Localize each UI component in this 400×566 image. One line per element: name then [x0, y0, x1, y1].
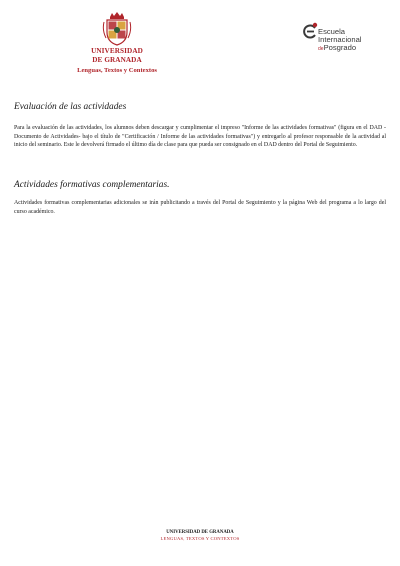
- school-name-word: Posgrado: [323, 43, 357, 53]
- university-name-line2: DE GRANADA: [92, 56, 142, 64]
- school-mark-icon: [302, 22, 318, 40]
- section-title-evaluation: Evaluación de las actividades: [14, 102, 127, 112]
- school-name-line3: [318, 44, 361, 53]
- school-name-line1: Escuela: [318, 27, 346, 36]
- university-name-line1: UNIVERSIDAD: [91, 47, 143, 55]
- program-subtitle: Lenguas, Textos y Contextos: [77, 67, 157, 74]
- footer-program: LENGUAS, TEXTOS Y CONTEXTOS: [160, 536, 240, 541]
- footer-university: UNIVERSIDAD DE GRANADA: [166, 530, 234, 535]
- section-body-complementary: Actividades formativas complementarias adicionales se irán publicitando a través del Portal de Seguimiento y la página Web del programa a lo largo del curso académico.: [14, 200, 386, 215]
- crest-icon: [102, 12, 132, 46]
- school-logo: [302, 22, 392, 62]
- school-name: [318, 28, 361, 54]
- school-name-prefix: de: [318, 46, 324, 53]
- section-body-evaluation: Para la evaluación de las actividades, los alumnos deben descargar y cumplimentar el impreso "Informe de las actividades formativas" (figura en el DAD -Documento de Actividades- bajo el título de "Certificación / Informe de las actividades formativas") y entregarlo al profesor responsable de la actividad al inicio del seminario. Este le devolverá firmado el último día de clase para que pueda ser consignado en el DAD dentro del Portal de Seguimiento.: [14, 125, 386, 149]
- page-footer: [0, 530, 400, 541]
- section-title-complementary: Actividades formativas complementarias.: [14, 180, 170, 190]
- university-logo: [58, 12, 176, 74]
- school-name-line2: Internacional: [318, 35, 362, 45]
